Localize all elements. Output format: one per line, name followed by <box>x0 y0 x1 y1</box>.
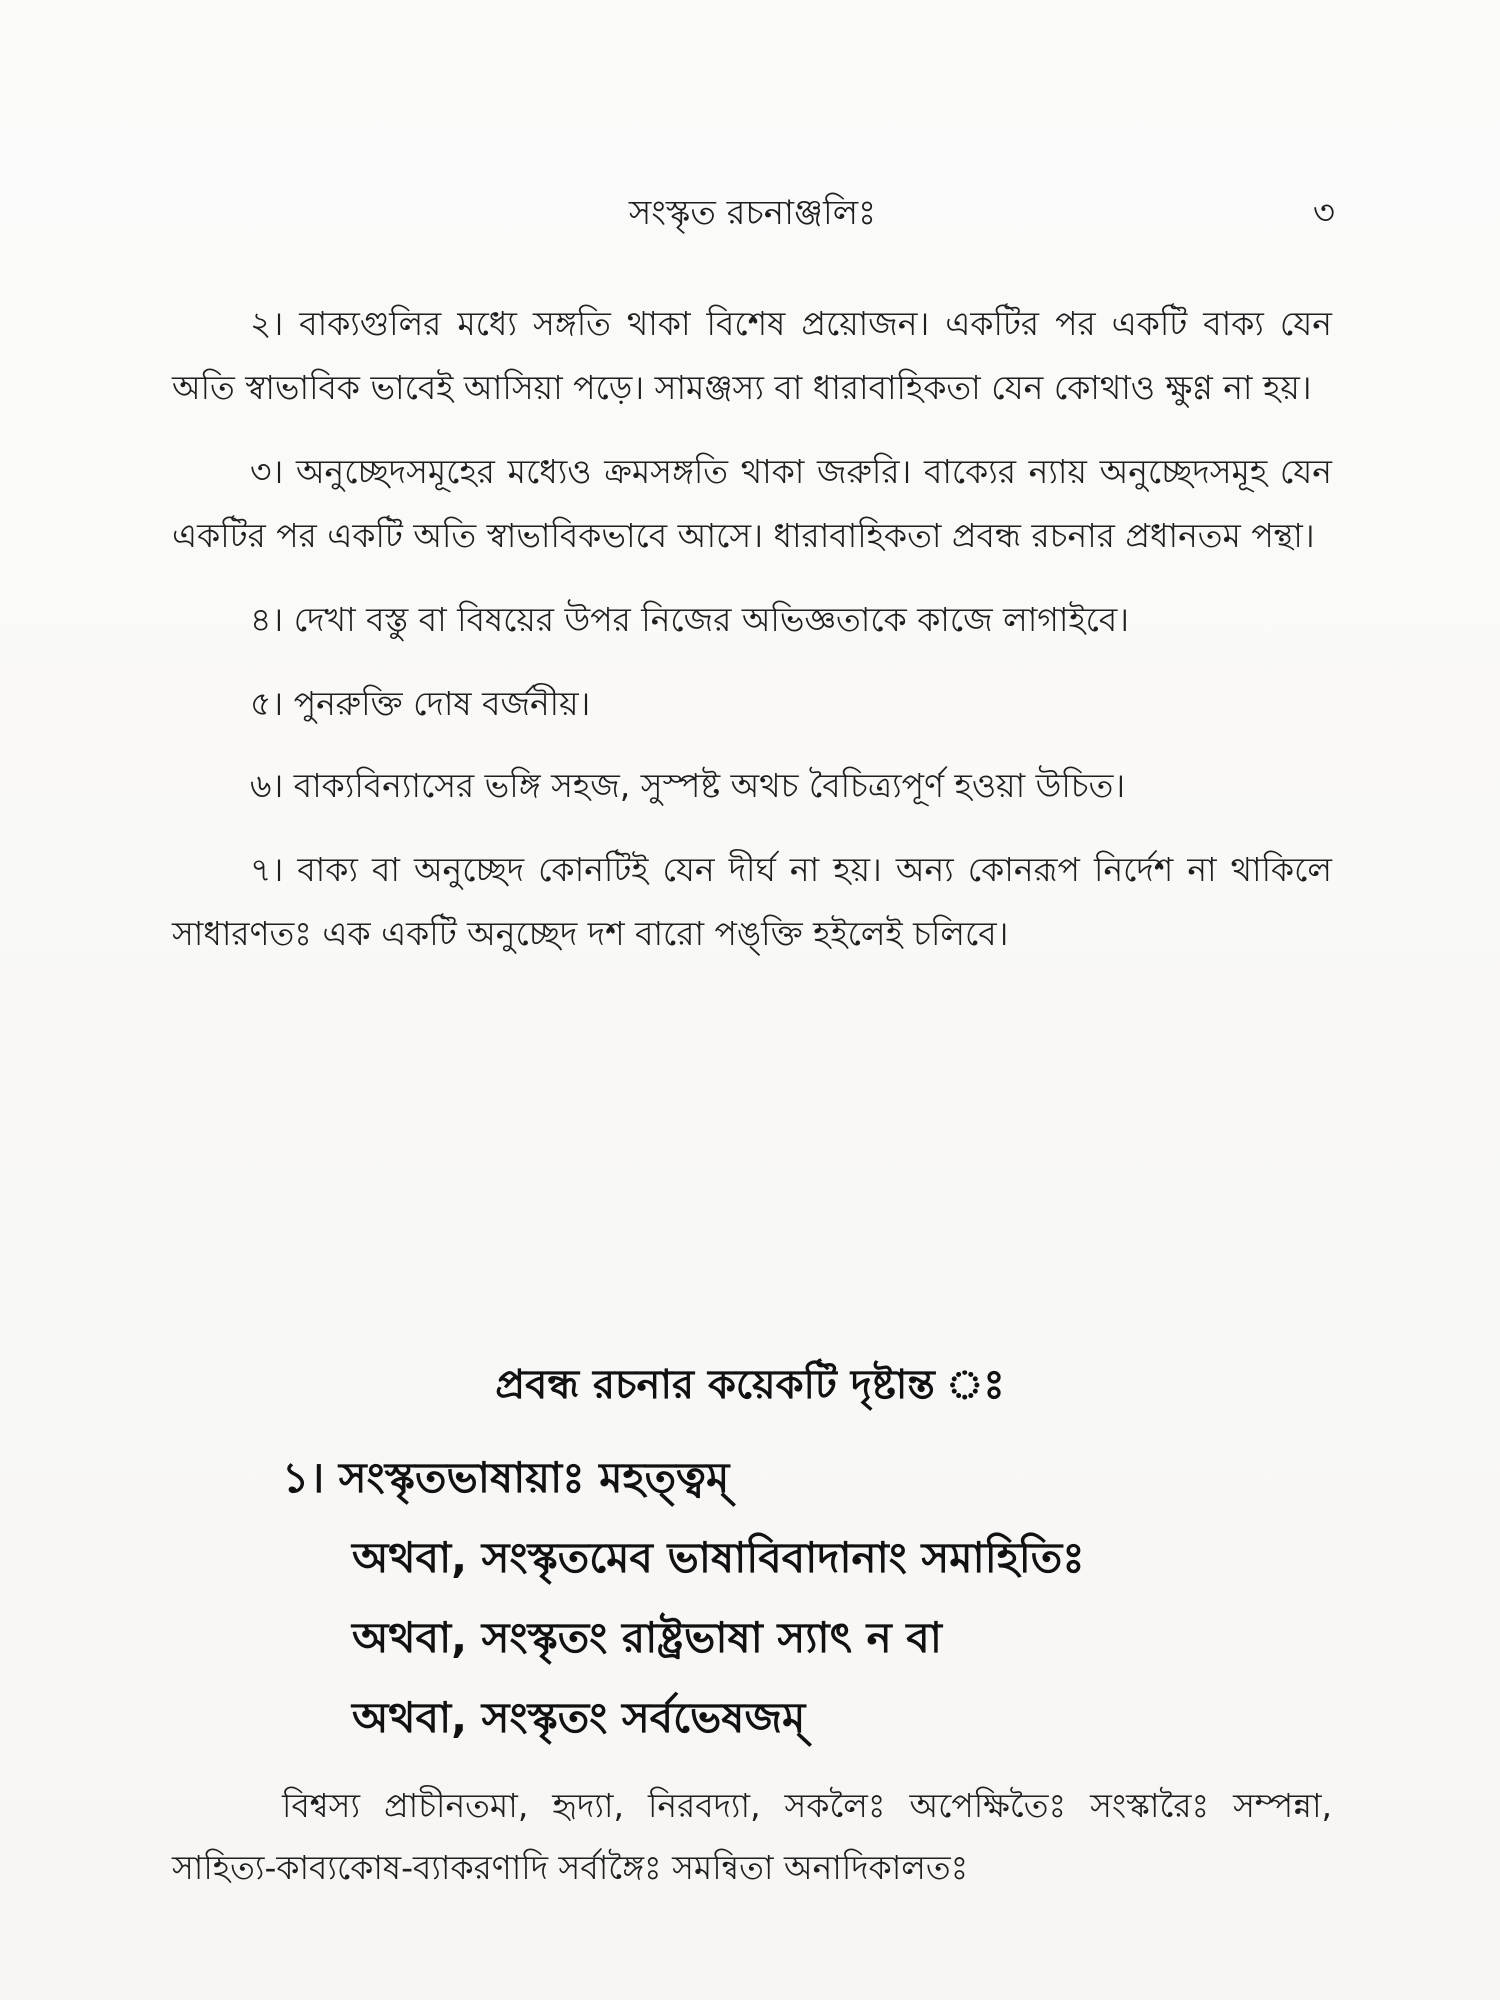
essay-body-paragraph: বিশ্বস্য প্রাচীনতমা, হৃদ্যা, নিরবদ্যা, সকলৈঃ অপেক্ষিতৈঃ সংস্কারৈঃ সম্পন্না, সাহিত্য-কাব্যকোষ-ব্যাকরণাদি সর্বাঙ্গৈঃ সমন্বিতা অনাদিকালতঃ <box>172 1786 1332 1887</box>
essay-alternative-title: অথবা, সংস্কৃতং সর্বভেষজম্‌ <box>352 1693 806 1742</box>
guideline-paragraph-2: ২। বাক্যগুলির মধ্যে সঙ্গতি থাকা বিশেষ প্রয়োজন। একটির পর একটি বাক্য যেন অতি স্বাভাবিক ভাবেই আসিয়া পড়ে। সামঞ্জস্য বা ধারাবাহিকতা যেন কোথাও ক্ষুণ্ণ না হয়। <box>172 304 1332 407</box>
guideline-paragraph-7: ৭। বাক্য বা অনুচ্ছেদ কোনটিই যেন দীর্ঘ না হয়। অন্য কোনরূপ নির্দেশ না থাকিলে সাধারণতঃ এক একটি অনুচ্ছেদ দশ বারো পঙ্‌ক্তি হইলেই চলিবে। <box>172 850 1332 953</box>
guideline-paragraph-4: ৪। দেখা বস্তু বা বিষয়ের উপর নিজের অভিজ্ঞতাকে কাজে লাগাইবে। <box>250 600 1130 639</box>
essay-title-block <box>282 1438 1362 1758</box>
guideline-paragraph-5: ৫। পুনরুক্তি দোষ বর্জনীয়। <box>250 684 591 723</box>
page-number: ৩ <box>1312 193 1335 233</box>
guideline-paragraph-3: ৩। অনুচ্ছেদসমূহের মধ্যেও ক্রমসঙ্গতি থাকা জরুরি। বাক্যের ন্যায় অনুচ্ছেদসমূহ যেন একটির পর একটি অতি স্বাভাবিকভাবে আসে। ধারাবাহিকতা প্রবন্ধ রচনার প্রধানতম পন্থা। <box>172 452 1332 555</box>
section-heading: প্রবন্ধ রচনার কয়েকটি দৃষ্টান্ত ঃ <box>495 1362 1005 1408</box>
running-header <box>170 188 1335 238</box>
guidelines-list <box>172 292 1332 986</box>
essay-alternative-title: অথবা, সংস্কৃতং রাষ্ট্রভাষা স্যাৎ ন বা <box>352 1613 942 1662</box>
guideline-paragraph-6: ৬। বাক্যবিন্যাসের ভঙ্গি সহজ, সুস্পষ্ট অথচ বৈচিত্র্যপূর্ণ হওয়া উচিত। <box>250 766 1126 805</box>
essay-alternative-title: অথবা, সংস্কৃতমেব ভাষাবিবাদানাং সমাহিতিঃ <box>352 1533 1085 1582</box>
running-title: সংস্কৃত রচনাঞ্জলিঃ <box>628 193 877 233</box>
essay-title: ১। সংস্কৃতভাষায়াঃ মহত্ত্বম্‌ <box>282 1453 730 1502</box>
